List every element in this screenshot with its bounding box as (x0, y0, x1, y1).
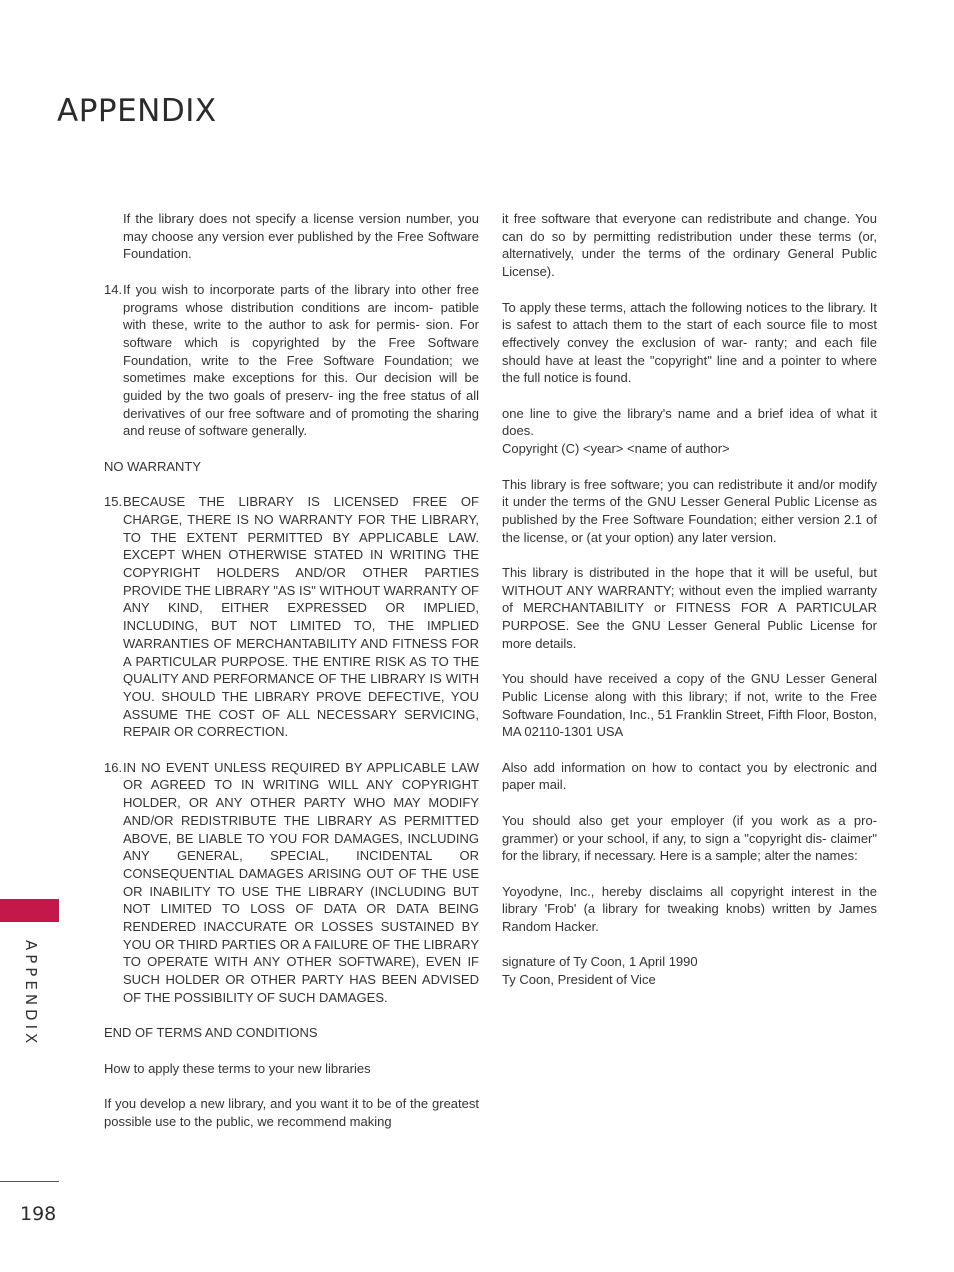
clause-number: 15. (104, 494, 123, 510)
clause-text: If you wish to incorporate parts of the library into other free programs whose distribution conditions are incom- patible with these, write to the author to ask for permis- sion. For software which is copyrighted by the Free Software Foundation, write to the Free Software Foundation; we sometimes make exceptions for this. Our decision will be guided by the two goals of preserv- ing the free status of all derivatives of our free software and of promoting the sharing and reuse of software generally. (123, 281, 479, 439)
paragraph-free-software: it free software that everyone can redistribute and change. You can do so by permitting redistribution under these terms (or, alternatively, under the terms of the ordinary General Public License). (502, 211, 877, 280)
left-column (104, 210, 479, 1148)
heading-no-warranty: NO WARRANTY (104, 458, 202, 474)
paragraph-distributed: This library is distributed in the hope that it will be useful, but WITHOUT ANY WARRANTY; without even the implied warranty of MERCHANTABILITY or FITNESS FOR A PARTICULAR PURPOSE. See the GNU Lesser General Public License for more details. (502, 565, 877, 651)
paragraph-contact: Also add information on how to contact you by electronic and paper mail. (502, 759, 877, 793)
notice-line: one line to give the library's name and a brief idea of what it does. (502, 405, 877, 439)
signature-block (502, 953, 877, 988)
clause-text: IN NO EVENT UNLESS REQUIRED BY APPLICABLE LAW OR AGREED TO IN WRITING WILL ANY COPYRIGHT HOLDER, OR ANY OTHER PARTY WHO MAY MODIFY AND/OR REDISTRIBUTE THE LIBRARY AS PERMITTED ABOVE, BE LIABLE TO YOU FOR DAMAGES, INCLUDING ANY GENERAL, SPECIAL, INCIDENTAL OR CONSEQUENTIAL DAMAGES ARISING OUT OF THE USE OR INABILITY TO USE THE LIBRARY (INCLUDING BUT NOT LIMITED TO LOSS OF DATA OR DATA BEING RENDERED INACCURATE OR LOSSES SUSTAINED BY YOU OR THIRD PARTIES OR A FAILURE OF THE LIBRARY TO OPERATE WITH ANY OTHER SOFTWARE), EVEN IF SUCH HOLDER OR OTHER PARTY HAS BEEN ADVISED OF THE POSSIBILITY OF SUCH DAMAGES. (123, 759, 479, 1005)
paragraph-apply-terms: To apply these terms, attach the following notices to the library. It is safest to attach them to the start of each source file to most effectively convey the exclusion of war- ranty; and each file should have at least the "copyright" line and a pointer to where the full notice is found. (502, 299, 877, 386)
signature-line: signature of Ty Coon, 1 April 1990 (502, 954, 698, 970)
clause-number: 14. (104, 281, 123, 297)
paragraph-received-copy: You should have received a copy of the GNU Lesser General Public License along with this library; if not, write to the Free Software Foundation, Inc., 51 Franklin Street, Fifth Floor, Boston, MA 02110-1301 USA (502, 671, 877, 740)
end-of-terms: END OF TERMS AND CONDITIONS (104, 1025, 318, 1041)
signatory-line: Ty Coon, President of Vice (502, 972, 656, 988)
paragraph-employer: You should also get your employer (if you work as a pro- grammer) or your school, if any, to sign a "copyright dis- claimer" for the library, if necessary. Here is a sample; alter the names: (502, 812, 877, 864)
clause-16 (104, 759, 479, 1007)
clause-number: 16. (104, 759, 123, 775)
right-column (502, 210, 877, 1006)
notice-block (502, 405, 877, 458)
copyright-line: Copyright (C) <year> <name of author> (502, 441, 730, 457)
footer-divider (0, 1181, 59, 1182)
paragraph-license-grant: This library is free software; you can redistribute it and/or modify it under the terms of the GNU Lesser General Public License as published by the Free Software Foundation; either version 2.1 of the license, or (at your option) any later version. (502, 476, 877, 545)
paragraph-license-version: If the library does not specify a license version number, you may choose any version ever published by the Free Software Foundation. (123, 211, 479, 262)
clause-14 (104, 281, 479, 440)
section-side-label: APPENDIX (22, 940, 40, 1048)
clause-15 (104, 493, 479, 741)
paragraph-develop: If you develop a new library, and you want it to be of the greatest possible use to the public, we recommend making (104, 1096, 479, 1129)
page-title: APPENDIX (57, 92, 217, 129)
page-number: 198 (20, 1203, 57, 1225)
how-to-apply-heading: How to apply these terms to your new libraries (104, 1060, 371, 1076)
clause-text: BECAUSE THE LIBRARY IS LICENSED FREE OF CHARGE, THERE IS NO WARRANTY FOR THE LIBRARY, TO THE EXTENT PERMITTED BY APPLICABLE LAW. EXCEPT WHEN OTHERWISE STATED IN WRITING THE COPYRIGHT HOLDERS AND/OR OTHER PARTIES PROVIDE THE LIBRARY "AS IS" WITHOUT WARRANTY OF ANY KIND, EITHER EXPRESSED OR IMPLIED, INCLUDING, BUT NOT LIMITED TO, THE IMPLIED WARRANTIES OF MERCHANTABILITY AND FITNESS FOR A PARTICULAR PURPOSE. THE ENTIRE RISK AS TO THE QUALITY AND PERFORMANCE OF THE LIBRARY IS WITH YOU. SHOULD THE LIBRARY PROVE DEFECTIVE, YOU ASSUME THE COST OF ALL NECESSARY SERVICING, REPAIR OR CORRECTION. (123, 494, 479, 740)
section-color-tab (0, 899, 59, 922)
paragraph-disclaimer-sample: Yoyodyne, Inc., hereby disclaims all copyright interest in the library 'Frob' (a library for tweaking knobs) written by James Random Hacker. (502, 883, 877, 934)
